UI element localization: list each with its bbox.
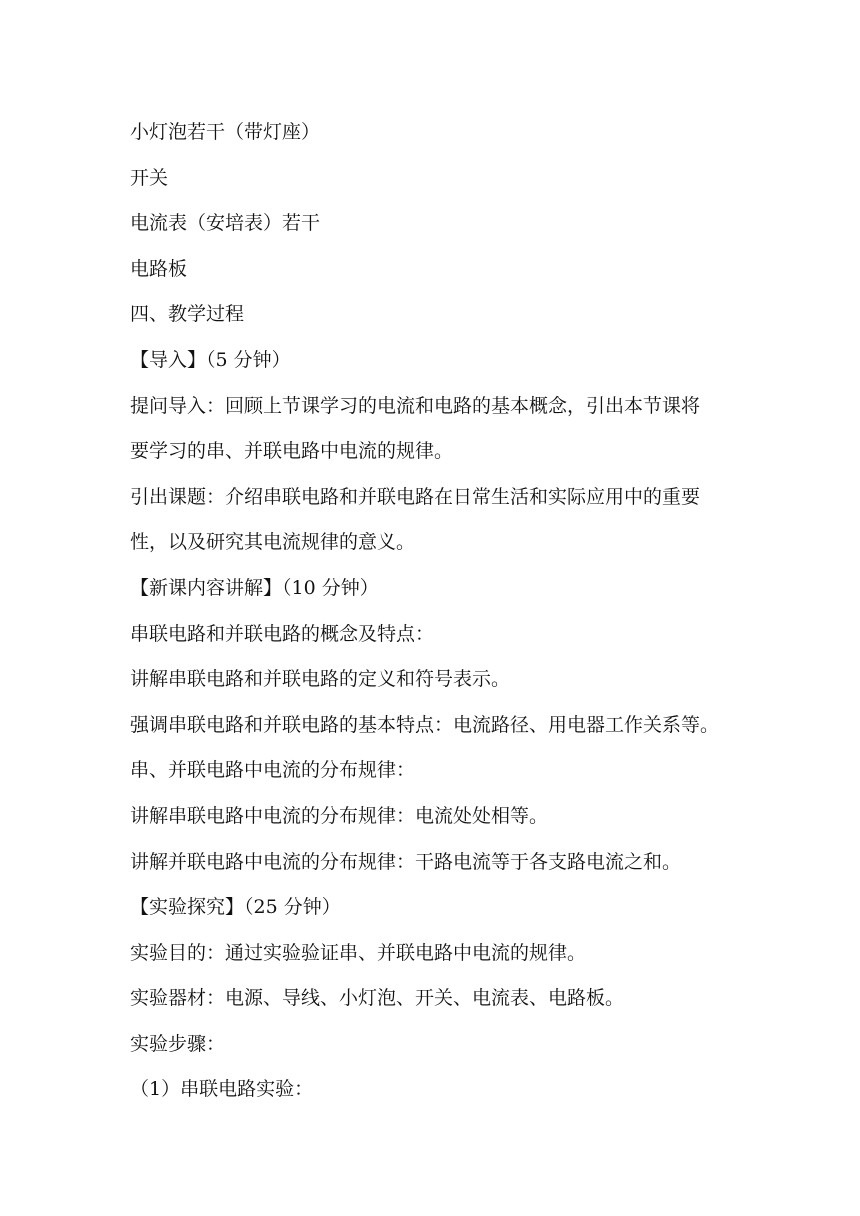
text-line: 讲解串联电路和并联电路的定义和符号表示。 [130,668,511,691]
text-line: 提问导入：回顾上节课学习的电流和电路的基本概念，引出本节课将 [130,394,701,417]
text-line: 讲解并联电路中电流的分布规律：干路电流等于各支路电流之和。 [130,850,682,873]
text-line: 强调串联电路和并联电路的基本特点：电流路径、用电器工作关系等。 [130,713,720,736]
text-line: 电路板 [130,257,188,280]
text-line: 实验器材：电源、导线、小灯泡、开关、电流表、电路板。 [130,987,625,1010]
text-line: 引出课题：介绍串联电路和并联电路在日常生活和实际应用中的重要 [130,485,701,508]
text-line: 串联电路和并联电路的概念及特点： [130,622,435,645]
text-line: 开关 [130,166,169,189]
text-line: 电流表（安培表）若干 [130,212,321,235]
text-line: 性，以及研究其电流规律的意义。 [130,531,416,554]
subsection-heading: 【新课内容讲解】（10 分钟） [130,576,379,599]
text-line: 小灯泡若干（带灯座） [130,121,321,143]
text-line: 串、并联电路中电流的分布规律： [130,759,416,782]
subsection-heading: 【实验探究】（25 分钟） [130,896,341,919]
subsection-heading: 【导入】（5 分钟） [130,348,291,371]
text-line: 实验目的：通过实验验证串、并联电路中电流的规律。 [130,941,587,964]
text-line: 要学习的串、并联电路中电流的规律。 [130,440,454,463]
text-line: （1）串联电路实验： [130,1078,314,1101]
document-body [130,110,740,1113]
section-heading: 四、教学过程 [130,303,245,326]
text-line: 讲解串联电路中电流的分布规律：电流处处相等。 [130,804,549,827]
text-line: 实验步骤： [130,1032,226,1055]
